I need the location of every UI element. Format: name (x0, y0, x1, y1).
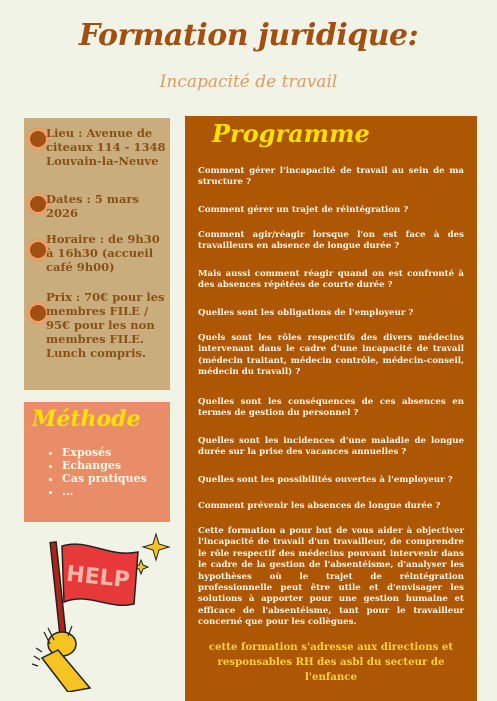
question-item: Quelles sont les conséquences de ces absences en termes de gestion du personnel ? (198, 397, 464, 419)
help-flag-illustration (28, 532, 178, 692)
info-prix (42, 290, 166, 360)
info-dates (42, 192, 166, 220)
page-title: Formation juridique: (78, 18, 419, 53)
question-item: Comment prévenir les absences de longue durée ? (198, 501, 441, 511)
info-horaire (42, 232, 166, 274)
question-item: Quels sont les rôles respectifs des divers médecins intervenant dans le cadre d'une incapacité de travail (médecin traitant, médecin contrôle, médecin-conseil, médecin du travail) ? (198, 333, 464, 378)
dates-text: Dates : 5 mars 2026 (46, 192, 139, 220)
info-panel (24, 118, 170, 390)
programme-title: Programme (212, 119, 370, 148)
methode-list (24, 446, 147, 498)
question-item: Comment gérer l'incapacité de travail au sein de ma structure ? (198, 166, 464, 188)
programme-panel (185, 116, 477, 701)
list-item: • Echanges (62, 459, 147, 472)
prix-text: Prix : 70€ pour les membres FILE / 95€ pour les non membres FILE. Lunch compris. (46, 290, 165, 360)
question-item: Mais aussi comment réagir quand on est confronté à des absences répétées de courte durée ? (198, 269, 464, 291)
question-item: Comment agir/réagir lorsque l'on est face à des travailleurs en absence de longue durée ? (198, 230, 464, 252)
question-item: Quelles sont les obligations de l'employeur ? (198, 308, 414, 318)
question-item: Quelles sont les incidences d'une maladie de longue durée sur la prise des vacances annuelles ? (198, 436, 464, 458)
info-lieu (42, 126, 166, 168)
question-item: Quelles sont les possibilités ouvertes à l'employeur ? (198, 475, 453, 485)
audience-text: cette formation s'adresse aux directions et responsables RH des asbl du secteur de l'enfance (208, 641, 454, 683)
methode-panel (24, 402, 170, 522)
flag-text: HELP (65, 561, 131, 594)
methode-title: Méthode (32, 406, 141, 432)
list-item: • Cas pratiques (62, 472, 147, 485)
description-paragraph: Cette formation a pour but de vous aider à objectiver l'incapacité de travail d'un travailleur, de comprendre le rôle respectif des médecins pouvant intervenir dans le cadre de la gestion de l'absentéisme, d'analyser les hypothèses où le trajet de réintégration professionnelle peut être utile et d'envisager les solutions à apporter pour une gestion humaine et efficace de l'absentéisme, tant pour le travailleur concerné que pour les collègues. (198, 526, 464, 628)
list-item: • ... (62, 485, 147, 498)
question-item: Comment gérer un trajet de réintégration ? (198, 205, 409, 215)
sparkle-icon (143, 534, 169, 560)
list-item: • Exposés (62, 446, 147, 459)
page-subtitle: Incapacité de travail (159, 72, 338, 92)
lieu-text: Lieu : Avenue de citeaux 114 - 1348 Louvain-la-Neuve (46, 126, 166, 168)
horaire-text: Horaire : de 9h30 à 16h30 (accueil café 9h00) (46, 232, 160, 274)
